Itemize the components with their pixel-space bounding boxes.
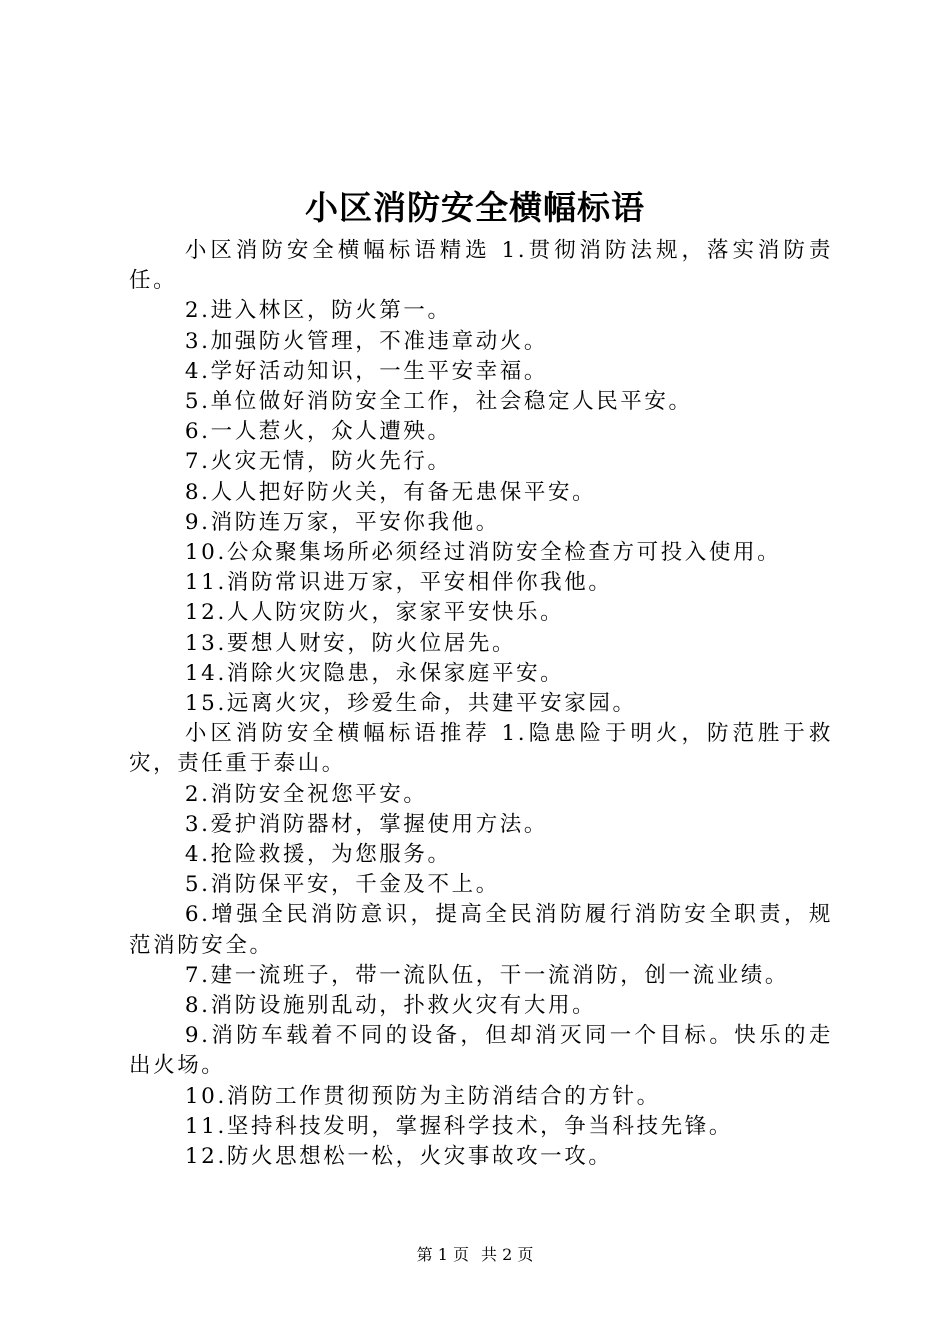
paragraph: 4.抢险救援，为您服务。 xyxy=(184,842,452,868)
paragraph: 2.进入林区，防火第一。 xyxy=(184,298,452,324)
paragraph: 8.人人把好防火关，有备无患保平安。 xyxy=(184,479,597,505)
paragraph: 8.消防设施别乱动，扑救火灾有大用。 xyxy=(184,993,597,1019)
paragraph: 14.消除火灾隐患，永保家庭平安。 xyxy=(184,660,565,686)
paragraph: 2.消防安全祝您平安。 xyxy=(184,781,428,807)
paragraph: 小区消防安全横幅标语推荐 1.隐患险于明火，防范胜于救灾，责任重于泰山。 xyxy=(129,721,833,777)
document-body xyxy=(129,236,833,1172)
paragraph: 11.消防常识进万家，平安相伴你我他。 xyxy=(184,570,613,596)
paragraph: 5.单位做好消防安全工作，社会稳定人民平安。 xyxy=(184,389,693,415)
paragraph: 11.坚持科技发明，掌握科学技术，争当科技先锋。 xyxy=(184,1113,733,1139)
page-total: 共 2 页 xyxy=(481,1245,534,1264)
paragraph: 小区消防安全横幅标语精选 1.贯彻消防法规，落实消防责任。 xyxy=(129,238,833,294)
paragraph: 15.远离火灾，珍爱生命，共建平安家园。 xyxy=(184,691,637,717)
document-title: 小区消防安全横幅标语 xyxy=(305,188,645,227)
paragraph: 13.要想人财安，防火位居先。 xyxy=(184,630,517,656)
page-footer xyxy=(0,1244,950,1266)
paragraph: 10.消防工作贯彻预防为主防消结合的方针。 xyxy=(184,1083,661,1109)
paragraph: 9.消防车载着不同的设备，但却消灭同一个目标。快乐的走出火场。 xyxy=(129,1023,833,1079)
paragraph: 6.一人惹火，众人遭殃。 xyxy=(184,419,452,445)
paragraph: 12.防火思想松一松，火灾事故攻一攻。 xyxy=(184,1144,613,1170)
paragraph: 7.火灾无情，防火先行。 xyxy=(184,449,452,475)
page-number: 第 1 页 xyxy=(416,1245,469,1264)
paragraph: 4.学好活动知识，一生平安幸福。 xyxy=(184,358,549,384)
paragraph: 3.加强防火管理，不准违章动火。 xyxy=(184,328,549,354)
paragraph: 6.增强全民消防意识，提高全民消防履行消防安全职责，规范消防安全。 xyxy=(129,902,833,958)
paragraph: 5.消防保平安，千金及不上。 xyxy=(184,872,500,898)
paragraph: 3.爱护消防器材，掌握使用方法。 xyxy=(184,811,549,837)
paragraph: 9.消防连万家，平安你我他。 xyxy=(184,509,500,535)
paragraph: 7.建一流班子，带一流队伍，干一流消防，创一流业绩。 xyxy=(184,962,790,988)
paragraph: 12.人人防灾防火，家家平安快乐。 xyxy=(184,600,565,626)
paragraph: 10.公众聚集场所必须经过消防安全检查方可投入使用。 xyxy=(184,540,782,566)
